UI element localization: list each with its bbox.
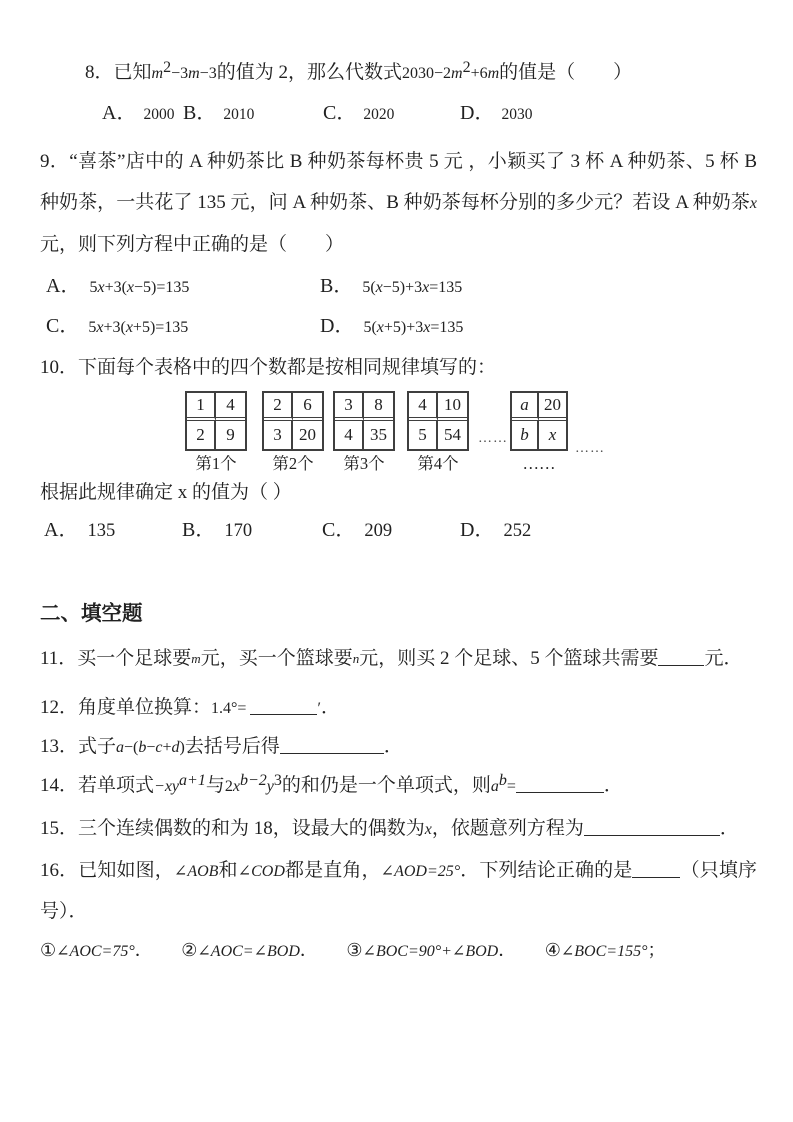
- q10-option-d: [460, 516, 531, 546]
- option-label: C．: [46, 315, 80, 337]
- question-9-stem: 9．“喜茶”店中的 A 种奶茶比 B 种奶茶每杯贵 5 元 ，小颖买了 3 杯 A 种奶茶、5 杯 B 种奶茶，一共花了 135 元，问 A 种奶茶、B 种奶茶每杯分别的多少元？若设 A 种奶茶x元，则下列方程中正确的是（ ）: [40, 151, 757, 255]
- option-label: C．: [323, 102, 357, 124]
- table-cell: 20: [539, 393, 566, 421]
- option-value: 2010: [223, 106, 255, 123]
- question-12-stem: 12．角度单位换算：1.4°= ′．: [40, 697, 340, 718]
- option-value: 2000: [143, 106, 175, 123]
- question-15-stem: 15．三个连续偶数的和为 18，设最大的偶数为x，依题意列方程为 ．: [40, 818, 739, 839]
- question-16-choices: [40, 935, 689, 967]
- question-8-options: [0, 99, 793, 129]
- ellipsis-dots: ……: [575, 441, 605, 456]
- table-cell: 35: [370, 425, 387, 444]
- question-8-stem: 8．已知$m^2-3m-3$的值为 2，那么代数式$2030-2m^2+6m$的值是（ ）: [85, 59, 633, 83]
- table-cell: 54: [444, 425, 461, 444]
- question-14-stem: 14．若单项式$-xy^{a+1}$与$2x^{b-2}y^3$的和仍是一个单项式，则$a^b=$ ．: [40, 772, 623, 796]
- table-cell: 2: [187, 421, 216, 449]
- question-16-stem: 16．已知如图，∠AOB和∠COD都是直角，∠AOD=25°．下列结论正确的是 （只填序号）．: [40, 860, 757, 922]
- q16-item-3: ③∠BOC=90°+∠BOD．: [346, 940, 517, 960]
- q9-option-d: [320, 312, 463, 342]
- table-cell: 4: [409, 393, 438, 421]
- table-caption: 第2个: [272, 454, 314, 473]
- option-value: 252: [503, 521, 532, 541]
- option-value: 135: [87, 521, 116, 541]
- q8-option-b: [183, 99, 254, 129]
- question-10-stem: 10．下面每个表格中的四个数都是按相同规律填写的：: [40, 357, 497, 378]
- option-label: D．: [460, 519, 495, 541]
- option-equation: 5x+3(x+5)=135: [88, 319, 189, 336]
- option-value: 2020: [363, 106, 395, 123]
- table-cell: 4: [216, 393, 245, 421]
- q10-pattern-figure: [185, 391, 655, 481]
- table-cell: a: [512, 393, 539, 421]
- ellipsis-dots: ……: [478, 431, 508, 446]
- q9-option-b: [320, 272, 462, 302]
- option-label: D．: [320, 315, 355, 337]
- q16-item-1: ①∠AOC=75°．: [40, 940, 153, 960]
- option-label: B．: [320, 275, 354, 297]
- pattern-table-1: [185, 391, 247, 451]
- table-caption: 第4个: [417, 454, 459, 473]
- table-cell: 9: [226, 425, 235, 444]
- q9-option-c: [46, 312, 188, 342]
- question-10-options: [0, 516, 793, 546]
- option-label: B．: [183, 102, 217, 124]
- table-caption: 第1个: [195, 454, 237, 473]
- table-cell: 3: [335, 393, 364, 421]
- table-cell: 5: [409, 421, 438, 449]
- pattern-table-4: [407, 391, 469, 451]
- option-label: A．: [44, 519, 79, 541]
- q8-option-d: [460, 99, 532, 129]
- option-label: A．: [46, 275, 81, 297]
- option-label: B．: [182, 519, 216, 541]
- option-value: 209: [364, 521, 393, 541]
- table-cell: 2: [264, 393, 293, 421]
- table-cell: 4: [335, 421, 364, 449]
- option-equation: 5x+3(x−5)=135: [89, 279, 190, 296]
- table-cell: 6: [293, 393, 322, 421]
- question-13-stem: 13．式子a−(b−c+d)去括号后得 ．: [40, 736, 403, 757]
- table-cell: 1: [187, 393, 216, 421]
- table-caption: 第3个: [343, 454, 385, 473]
- option-value: 2030: [501, 106, 533, 123]
- option-label: C．: [322, 519, 356, 541]
- option-equation: 5(x+5)+3x=135: [363, 319, 464, 336]
- option-label: D．: [460, 102, 495, 124]
- q9-option-a: [46, 272, 189, 302]
- table-cell: 10: [438, 393, 467, 421]
- q16-item-2: ②∠AOC=∠BOD．: [181, 940, 318, 960]
- q16-item-4: ④∠BOC=155°；: [544, 940, 666, 960]
- q8-option-a: [102, 99, 174, 129]
- pattern-table-2: [262, 391, 324, 451]
- section-2-title: 二、填空题: [40, 603, 143, 625]
- option-equation: 5(x−5)+3x=135: [362, 279, 463, 296]
- option-label: A．: [102, 102, 137, 124]
- table-caption: ……: [522, 454, 556, 473]
- table-cell: 8: [364, 393, 393, 421]
- table-cell: b: [512, 421, 539, 449]
- q10-option-b: [182, 516, 252, 546]
- table-cell: 3: [264, 421, 293, 449]
- question-9-options: [0, 272, 793, 342]
- q10-option-a: [44, 516, 115, 546]
- table-cell: 20: [299, 425, 316, 444]
- pattern-table-3: [333, 391, 395, 451]
- pattern-table-n: [510, 391, 568, 451]
- table-cell: x: [548, 425, 557, 444]
- q10-option-c: [322, 516, 392, 546]
- question-10-prompt: 根据此规律确定 x 的值为（ ）: [40, 482, 292, 503]
- option-value: 170: [224, 521, 253, 541]
- question-11-stem: 11．买一个足球要m元，买一个篮球要n元，则买 2 个足球、5 个篮球共需要 元．: [40, 648, 743, 669]
- q8-option-c: [323, 99, 394, 129]
